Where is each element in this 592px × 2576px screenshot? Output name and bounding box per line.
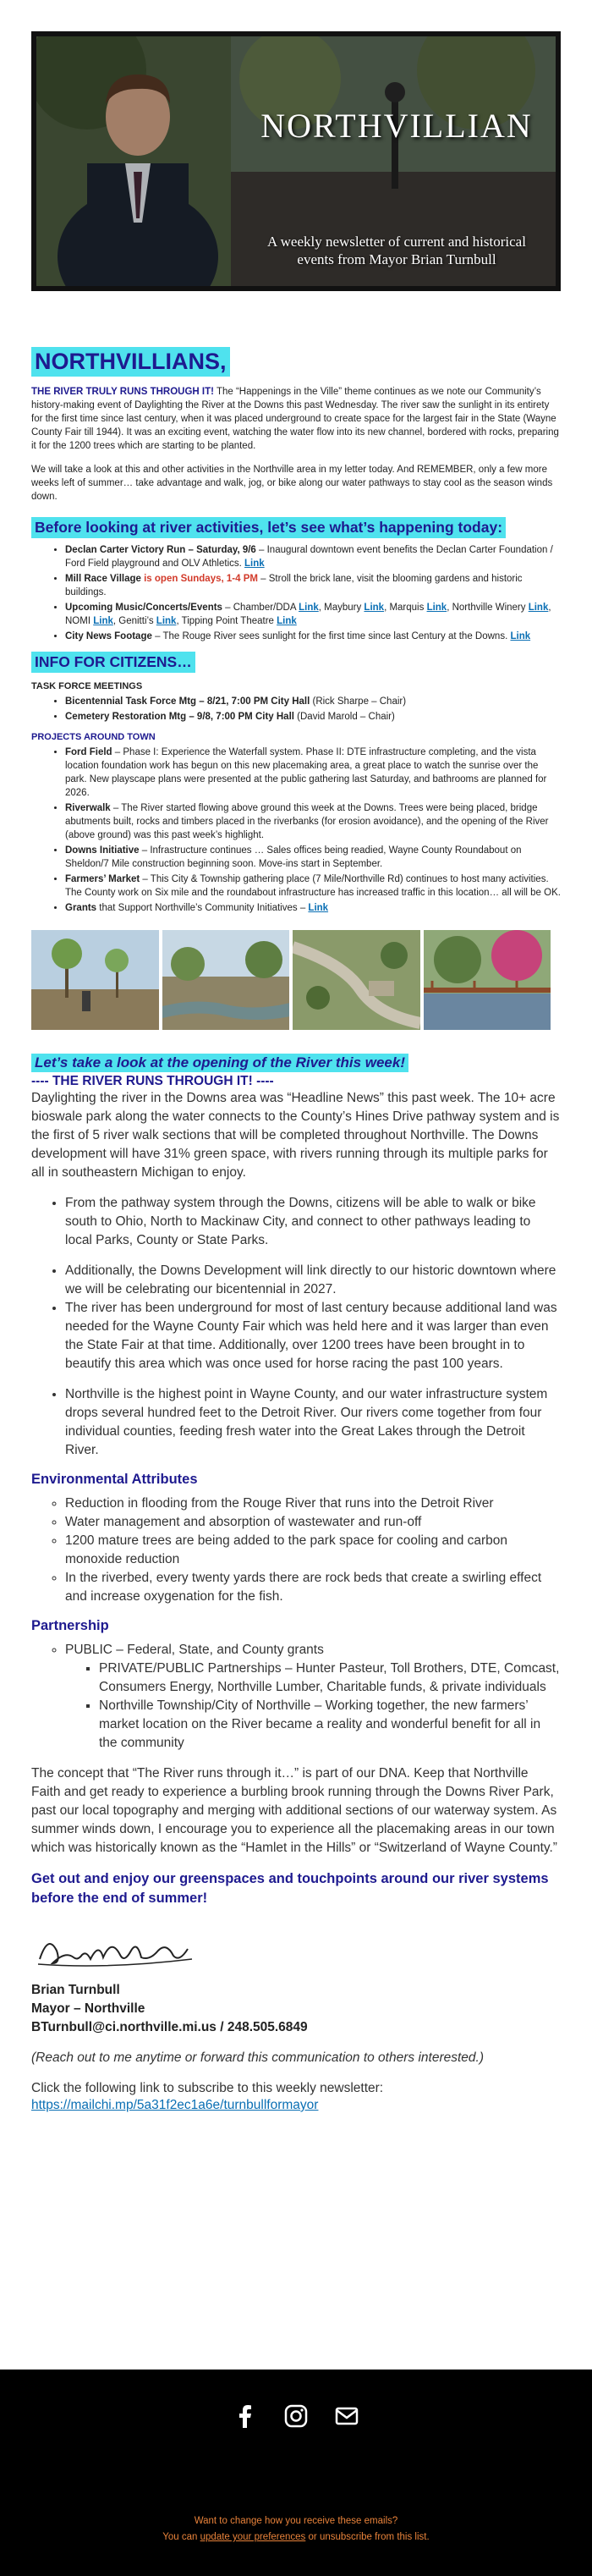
projects-list <box>31 746 561 915</box>
river-photo-water <box>162 930 290 1030</box>
forward-note: (Reach out to me anytime or forward this communication to others interested.) <box>31 2050 484 2065</box>
list-item <box>65 801 561 842</box>
partnership-heading: Partnership <box>31 1618 109 1633</box>
city-news-link[interactable]: Link <box>510 631 531 641</box>
task-force-list <box>31 695 561 724</box>
declan-run-link[interactable]: Link <box>244 559 265 569</box>
intro-paragraph-2: We will take a look at this and other activities in the Northville area in my letter today. And REMEMBER, only a few more weeks left of summer… take advantage and walk, jog, or bike along our water pathways to stay cool as the season winds down. <box>31 465 553 502</box>
item-title: Cemetery Restoration Mtg – 9/8, 7:00 PM City Hall <box>65 712 294 722</box>
river-paragraph: Daylighting the river in the Downs area was “Headline News” this past week. The 10+ acre bioswale park along the water connects to the County’s Hines Drive pathway system and is the first of 5 river walk sections that will be completed throughout Northville. The Downs development will have 31% green space, with rivers running through its multiple parks for all in southeastern Michigan to enjoy. <box>31 1091 560 1180</box>
item-title: Farmers’ Market <box>65 874 140 884</box>
item-title: City News Footage <box>65 631 152 641</box>
item-note: (David Marold – Chair) <box>293 712 395 722</box>
item-title: Upcoming Music/Concerts/Events <box>65 603 222 613</box>
closing-paragraph: The concept that “The River runs through it…” is part of our DNA. Keep that Northville Faith and get ready to experience a burbling brook running through the Downs River Park, past our local topography and merging with additional sections of our waterway system. As summer winds down, I encourage you to experience all the placemaking areas in our town which was historically known as the “Hamlet in the Hills” or “Switzerland of Wayne County.” <box>31 1766 557 1855</box>
river-subheading: ---- THE RIVER RUNS THROUGH IT! ---- <box>31 1074 274 1088</box>
list-item: ◦ In the riverbed, every twenty yards there are rock beds that create a swirling effect and increase oxygenation for the fish. <box>65 1569 561 1606</box>
list-item: • Northville is the highest point in Wayne County, and our water infrastructure system drops several hundred feet to the Detroit River. Our rivers come together from four individual counties, feeding fresh water into the Great Lakes through the Detroit River. <box>65 1385 561 1460</box>
nomi-link[interactable]: Link <box>93 616 113 626</box>
projects-label: PROJECTS AROUND TOWN <box>31 732 156 742</box>
list-item <box>65 601 561 628</box>
item-text: – Chamber/DDA <box>222 603 299 613</box>
list-item <box>65 630 561 643</box>
footer-text-b: or <box>305 2532 320 2542</box>
marquis-link[interactable]: Link <box>426 603 447 613</box>
facebook-icon[interactable] <box>233 2403 258 2429</box>
footer-line-2 <box>0 2529 592 2546</box>
newsletter-subtitle <box>238 233 556 268</box>
list-item <box>65 746 561 800</box>
item-title: Riverwalk <box>65 803 111 813</box>
item-text: , Tipping Point Theatre <box>176 616 277 626</box>
item-text: – Inaugural downtown event benefits the Declan Carter Foundation / Ford Field playground and OLV Athletics. <box>65 545 553 569</box>
intro-paragraph <box>31 385 561 453</box>
item-text: , Maybury <box>318 603 365 613</box>
list-item <box>65 844 561 871</box>
environmental-heading: Environmental Attributes <box>31 1472 198 1487</box>
item-text: , NOMI <box>65 603 551 626</box>
call-to-action: Get out and enjoy our greenspaces and touchpoints around our river systems before the end of summer! <box>31 1871 549 1906</box>
item-text: – Infrastructure continues … Sales offices being readied, Wayne County Roundabout on Sheldon/7 Mile construction beginning soon. Move-ins start in September. <box>65 845 522 869</box>
greeting-heading: NORTHVILLIANS, <box>31 347 230 377</box>
item-text: that Support Northville’s Community Initiatives – <box>96 903 309 913</box>
footer-text <box>0 2513 592 2546</box>
item-title: Declan Carter Victory Run – Saturday, 9/6 <box>65 545 256 555</box>
river-heading: Let’s take a look at the opening of the River this week! <box>31 1054 408 1072</box>
footer <box>0 2370 592 2576</box>
list-item <box>65 695 561 708</box>
winery-link[interactable]: Link <box>528 603 549 613</box>
instagram-icon[interactable] <box>283 2403 309 2429</box>
hero-banner <box>31 31 561 291</box>
maybury-link[interactable]: Link <box>364 603 385 613</box>
footer-line-1: Want to change how you receive these emails? <box>194 2516 398 2526</box>
signer-role: Mayor – Northville <box>31 2001 145 2016</box>
footer-text-a: You can <box>162 2532 200 2542</box>
list-item: ▪ PRIVATE/PUBLIC Partnerships – Hunter Pasteur, Toll Brothers, DTE, Comcast, Consumers Energy, Northville Lumber, Charitable funds, & private individuals <box>99 1660 561 1697</box>
item-text: – The River started flowing above ground this week at the Downs. Trees were being placed, bridge abutments built, rocks and timbers placed in the riverbanks (for erosion avoidance), and the opening of the River (above ground) was this past week’s highlight. <box>65 803 549 840</box>
partnership-list <box>31 1641 561 1753</box>
happening-heading: Before looking at river activities, let’s see what’s happening today: <box>31 517 506 538</box>
signature-image <box>31 1925 561 1976</box>
newsletter-body <box>31 347 561 2113</box>
list-item: ◦ 1200 mature trees are being added to the park space for cooling and carbon monoxide reduction <box>65 1532 561 1569</box>
subtitle-line-1: A weekly newsletter of current and historical <box>267 234 526 250</box>
item-text: – Phase I: Experience the Waterfall system. Phase II: DTE infrastructure completing, and the vista location foundation work has begun on this new placemaking area, a great place to watch the sunrise over the park. New playscape plans were presented at the public gathering last Saturday, and bathrooms are planned for 2026. <box>65 747 547 798</box>
item-highlight: is open Sundays, 1-4 PM <box>140 574 258 584</box>
list-item: ▪ Northville Township/City of Northville – Working together, the new farmers’ market location on the River became a reality and wonderful benefit for all in the community <box>99 1697 561 1753</box>
intro-text: The “Happenings in the Ville” theme continues as we note our Community’s history-making event of Daylighting the River at the Downs this past Wednesday. The river saw the sunlight in its entirety for the first time since last century, when it was placed underground to create space for the largest fair in the State (Wayne County Fair till 1944). It was an exciting event, watching the water flow into its new channel, bordered with rocks, preparing it for the 1200 trees which are starting to be planted. <box>31 387 559 451</box>
intro-lead: THE RIVER TRULY RUNS THROUGH IT! <box>31 387 214 397</box>
list-item: • The river has been underground for most of last century because additional land was needed for the Wayne County Fair which was held here and it was larger than even the State Fair at that time. Additionally, over 1200 trees have been brought in to beautify this area which was once used for horse racing the past 100 years. <box>65 1299 561 1373</box>
river-photo-bridge <box>424 930 551 1030</box>
newsletter-title: NORTHVILLIAN <box>260 107 533 145</box>
info-heading: INFO FOR CITIZENS… <box>31 652 195 673</box>
item-text: – Stroll the brick lane, visit the blooming gardens and historic buildings. <box>65 574 523 597</box>
tipping-point-link[interactable]: Link <box>277 616 297 626</box>
list-item <box>65 543 561 570</box>
unsubscribe-link[interactable]: unsubscribe from this list <box>319 2532 427 2542</box>
task-force-label: TASK FORCE MEETINGS <box>31 681 143 691</box>
partnership-sublist <box>65 1660 561 1753</box>
list-item: ◦ Reduction in flooding from the Rouge River that runs into the Detroit River <box>65 1494 561 1513</box>
genittis-link[interactable]: Link <box>156 616 177 626</box>
grants-link[interactable]: Link <box>308 903 329 913</box>
river-photo-trees <box>31 930 159 1030</box>
river-photo-strip <box>31 930 561 1030</box>
subscribe-link[interactable]: https://mailchi.mp/5a31f2ec1a6e/turnbullformayor <box>31 2098 319 2112</box>
subtitle-line-2: events from Mayor Brian Turnbull <box>297 251 496 267</box>
chamber-link[interactable]: Link <box>299 603 319 613</box>
item-title: Bicentennial Task Force Mtg – 8/21, 7:00 PM City Hall <box>65 696 310 707</box>
list-item <box>65 710 561 724</box>
subscribe-text: Click the following link to subscribe to this weekly newsletter: <box>31 2081 384 2095</box>
list-item <box>65 901 561 915</box>
list-item: ◦ Water management and absorption of wastewater and run-off <box>65 1513 561 1532</box>
environmental-list <box>31 1494 561 1606</box>
list-item <box>65 1641 561 1753</box>
list-item: • Additionally, the Downs Development will link directly to our historic downtown where we will be celebrating our bicentennial in 2027. <box>65 1262 561 1299</box>
item-title: Grants <box>65 903 97 913</box>
item-title: Ford Field <box>65 747 112 757</box>
item-text: , Northville Winery <box>447 603 529 613</box>
list-item <box>65 872 561 900</box>
item-title: Downs Initiative <box>65 845 140 856</box>
update-preferences-link[interactable]: update your preferences <box>200 2532 306 2542</box>
header <box>0 0 592 309</box>
social-links <box>0 2403 592 2429</box>
footer-text-c: . <box>426 2532 430 2542</box>
item-text: – This City & Township gathering place (7 Mile/Northville Rd) continues to host many activities. The County work on Six mile and the roundabout infrastructure has increased traffic in this location… all will be OK. <box>65 874 561 898</box>
list-item <box>65 572 561 599</box>
item-text: – The Rouge River sees sunlight for the first time since last Century at the Downs. <box>151 631 511 641</box>
email-icon[interactable] <box>334 2403 359 2429</box>
river-bullets <box>31 1194 561 1460</box>
list-item: • From the pathway system through the Downs, citizens will be able to walk or bike south to Ohio, North to Mackinaw City, and connect to other pathways leading to local Parks, County or State Parks. <box>65 1194 561 1250</box>
signer-contact: BTurnbull@ci.northville.mi.us / 248.505.6849 <box>31 2020 308 2034</box>
signature-block <box>31 1981 561 2037</box>
partner-public: PUBLIC – Federal, State, and County grants <box>65 1643 324 1657</box>
item-note: (Rick Sharpe – Chair) <box>310 696 407 707</box>
item-title: Mill Race Village <box>65 574 141 584</box>
happening-list <box>31 543 561 643</box>
item-text: , Marquis <box>384 603 427 613</box>
river-photo-aerial <box>293 930 420 1030</box>
item-text: , Genitti’s <box>112 616 156 626</box>
signer-name: Brian Turnbull <box>31 1983 120 1997</box>
